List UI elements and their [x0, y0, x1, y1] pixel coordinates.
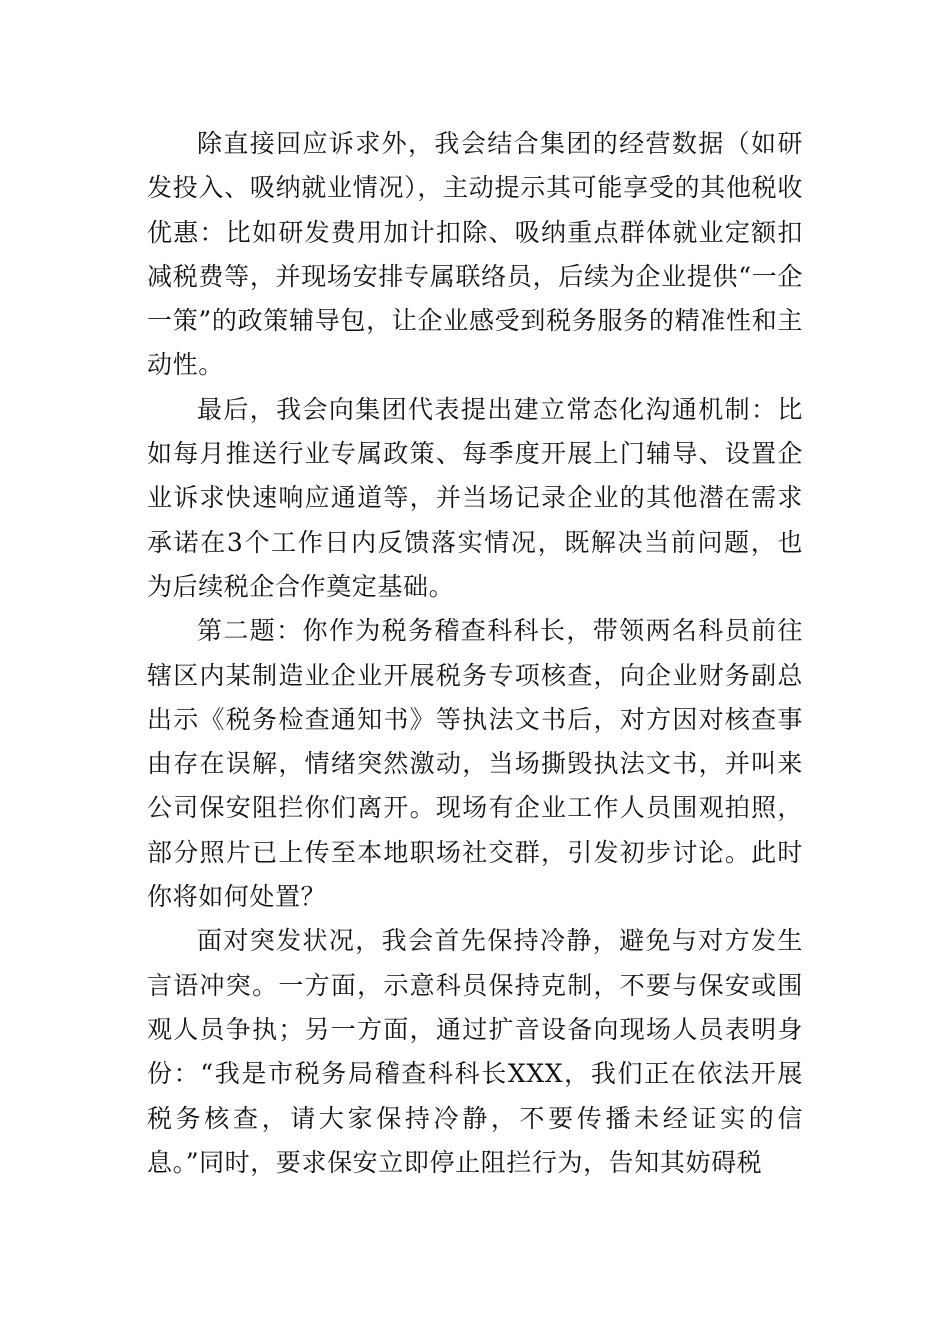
paragraph-tax-preference-guidance: 除直接回应诉求外，我会结合集团的经营数据（如研发投入、吸纳就业情况），主动提示其可能享受的其他税收优惠：比如研发费用加计扣除、吸纳重点群体就业定额扣减税费等，并现场安排专属联络员，后续为企业提供“一企一策”的政策辅导包，让企业感受到税务服务的精准性和主动性。 [147, 129, 803, 380]
paragraph-question-two: 第二题：你作为税务稽查科科长，带领两名科员前往辖区内某制造业企业开展税务专项核查，向企业财务副总出示《税务检查通知书》等执法文书后，对方因对核查事由存在误解，情绪突然激动，当场撕毁执法文书，并叫来公司保安阻拦你们离开。现场有企业工作人员围观拍照，部分照片已上传至本地职场社交群，引发初步讨论。此时你将如何处置？ [147, 616, 803, 912]
paragraph-communication-mechanism: 最后，我会向集团代表提出建立常态化沟通机制：比如每月推送行业专属政策、每季度开展上门辅导、设置企业诉求快速响应通道等，并当场记录企业的其他潜在需求承诺在3个工作日内反馈落实情况，既解决当前问题，也为后续税企合作奠定基础。 [147, 394, 803, 601]
paragraph-answer-emergency: 面对突发状况，我会首先保持冷静，避免与对方发生言语冲突。一方面，示意科员保持克制，不要与保安或围观人员争执；另一方面，通过扩音设备向现场人员表明身份：“我是市税务局稽查科科长XXX，我们正在依法开展税务核查，请大家保持冷静，不要传播未经证实的信息。”同时，要求保安立即停止阻拦行为，告知其妨碍税 [147, 926, 803, 1177]
document-body [147, 122, 803, 1185]
